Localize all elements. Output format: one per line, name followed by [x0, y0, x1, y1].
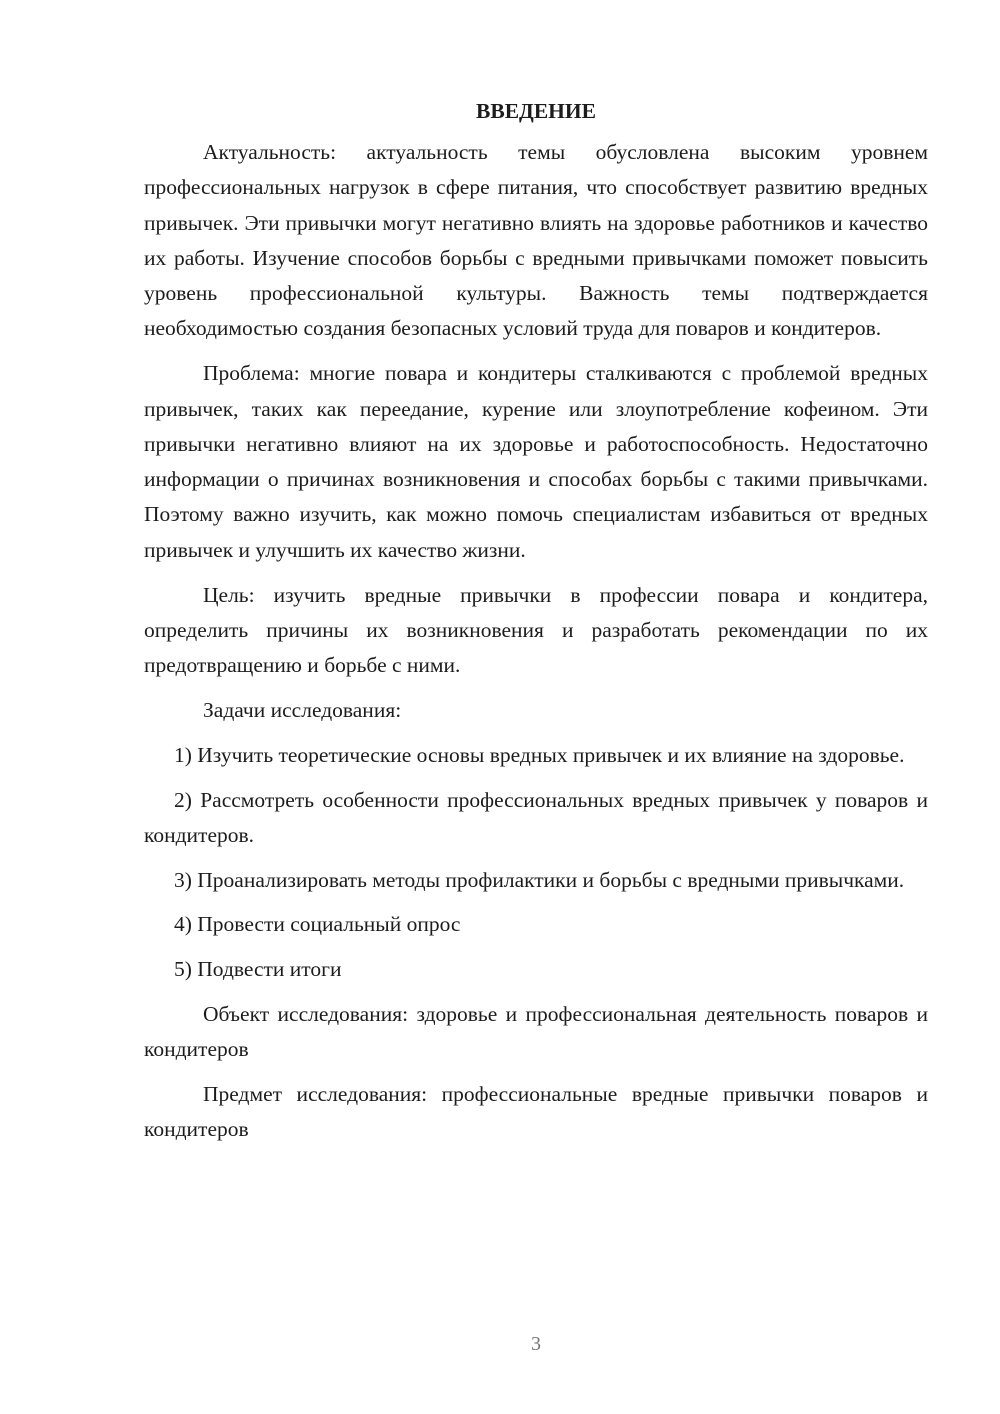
task-item-5: 5) Подвести итоги: [174, 957, 342, 982]
task-item-2: 2) Рассмотреть особенности профессиональных вредных привычек у поваров и кондитеров.: [144, 787, 928, 847]
paragraph-subject: Предмет исследования: профессиональные вредные привычки поваров и кондитеров: [144, 1082, 928, 1142]
task-item-1: 1) Изучить теоретические основы вредных привычек и их влияние на здоровье.: [174, 742, 905, 767]
task-item-4: 4) Провести социальный опрос: [174, 912, 461, 937]
paragraph-object: Объект исследования: здоровье и профессиональная деятельность поваров и кондитеров: [144, 1002, 928, 1062]
paragraph-relevance: Актуальность: актуальность темы обусловлена высоким уровнем профессиональных нагрузок в сфере питания, что способствует развитию вредных привычек. Эти привычки могут негативно влиять на здоровье работников и качество их работы. Изучение способов борьбы с вредными привычками поможет повысить уровень профессиональной культуры. Важность темы подтверждается необходимостью создания безопасных условий труда для поваров и кондитеров.: [144, 140, 928, 341]
page-content: [144, 96, 928, 1157]
paragraph-goal: Цель: изучить вредные привычки в профессии повара и кондитера, определить причины их возникновения и разработать рекомендации по их предотвращению и борьбе с ними.: [144, 582, 928, 678]
task-item-3: 3) Проанализировать методы профилактики и борьбы с вредными привычками.: [174, 867, 905, 892]
tasks-heading: Задачи исследования:: [203, 697, 402, 722]
paragraph-problem: Проблема: многие повара и кондитеры сталкиваются с проблемой вредных привычек, таких как переедание, курение или злоупотребление кофеином. Эти привычки негативно влияют на их здоровье и работоспособность. Недостаточно информации о причинах возникновения и способах борьбы с такими привычками. Поэтому важно изучить, как можно помочь специалистам избавиться от вредных привычек и улучшить их качество жизни.: [144, 361, 928, 562]
page-title: ВВЕДЕНИЕ: [476, 99, 596, 123]
page-number: 3: [531, 1333, 541, 1355]
